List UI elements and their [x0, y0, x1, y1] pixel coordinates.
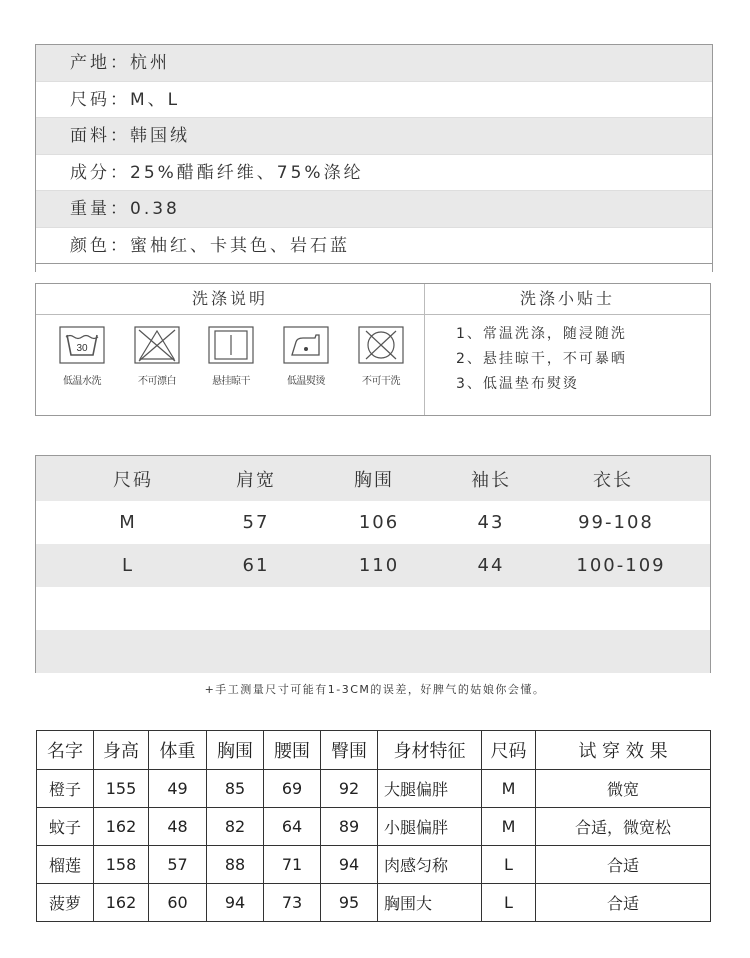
fit-cell: 合适	[536, 846, 711, 884]
size-row-empty	[36, 587, 710, 630]
fit-table-row	[37, 808, 711, 846]
fit-cell: M	[482, 808, 536, 846]
size-header-cell: 衣长	[593, 469, 633, 491]
fit-cell: 橙子	[37, 770, 94, 808]
size-header-cell: 袖长	[471, 469, 511, 491]
care-label-iron: 低温熨烫	[287, 376, 325, 387]
product-info-panel	[35, 44, 713, 272]
care-label-dryclean: 不可干洗	[362, 376, 400, 387]
fit-cell: 85	[207, 770, 264, 808]
size-header-cell: 肩宽	[236, 469, 276, 491]
fit-cell: L	[482, 884, 536, 922]
washing-panel	[35, 283, 711, 416]
care-label-hang: 悬挂晾干	[212, 376, 250, 387]
info-row-fabric: 面料：韩国绒	[36, 118, 712, 155]
tip-item: 3、低温垫布熨烫	[456, 376, 579, 392]
size-cell: M	[119, 512, 137, 533]
hang-dry-icon	[208, 326, 254, 364]
washing-title: 洗涤说明	[191, 289, 268, 308]
care-item-dryclean	[343, 326, 419, 387]
info-row-size: 尺码：M、L	[36, 82, 712, 119]
care-item-bleach	[119, 326, 195, 387]
fit-cell: 57	[149, 846, 207, 884]
fit-table	[36, 730, 711, 922]
fit-cell: 73	[264, 884, 321, 922]
info-row-origin: 产地：杭州	[36, 45, 712, 82]
size-cell: 43	[477, 512, 505, 533]
fit-cell: 89	[321, 808, 378, 846]
fit-header-cell: 身材特征	[378, 731, 482, 770]
info-row-composition: 成分：25%醋酯纤维、75%涤纶	[36, 155, 712, 192]
washing-tips-title: 洗涤小贴士	[519, 289, 615, 308]
fit-cell: 微宽	[536, 770, 711, 808]
fit-cell: 94	[207, 884, 264, 922]
fit-table-row	[37, 884, 711, 922]
size-cell: 100-109	[576, 555, 666, 576]
size-row-m	[36, 501, 710, 544]
iron-low-icon	[283, 326, 329, 364]
care-label-bleach: 不可漂白	[138, 376, 176, 387]
info-row-weight: 重量：0.38	[36, 191, 712, 228]
care-item-iron	[268, 326, 344, 387]
tip-item: 1、常温洗涤，随浸随洗	[456, 326, 627, 342]
fit-cell: 蚊子	[37, 808, 94, 846]
tip-item: 2、悬挂晾干，不可暴晒	[456, 351, 627, 367]
fit-cell: 菠萝	[37, 884, 94, 922]
fit-cell: 88	[207, 846, 264, 884]
fit-cell: 小腿偏胖	[378, 808, 482, 846]
fit-cell: 94	[321, 846, 378, 884]
fit-header-cell: 腰围	[264, 731, 321, 770]
no-bleach-icon	[134, 326, 180, 364]
fit-header-cell: 胸围	[207, 731, 264, 770]
fit-cell: 162	[94, 808, 149, 846]
size-table-header	[36, 456, 710, 501]
size-cell: 57	[242, 512, 270, 533]
fit-cell: 69	[264, 770, 321, 808]
svg-text:30: 30	[76, 343, 88, 354]
fit-cell: 合适	[536, 884, 711, 922]
fit-cell: 48	[149, 808, 207, 846]
size-cell: L	[121, 555, 135, 576]
wash-30-icon	[59, 326, 105, 364]
fit-cell: 49	[149, 770, 207, 808]
info-row-color: 颜色：蜜柚红、卡其色、岩石蓝	[36, 228, 712, 265]
fit-table-row	[37, 770, 711, 808]
fit-cell: 60	[149, 884, 207, 922]
care-item-wash	[44, 326, 120, 387]
no-dry-clean-icon	[358, 326, 404, 364]
fit-header-cell: 尺码	[482, 731, 536, 770]
fit-cell: L	[482, 846, 536, 884]
size-cell: 61	[242, 555, 270, 576]
size-cell: 99-108	[578, 512, 654, 533]
fit-cell: 肉感匀称	[378, 846, 482, 884]
size-header-cell: 胸围	[354, 469, 394, 491]
size-header-cell: 尺码	[113, 469, 153, 491]
size-row-empty	[36, 630, 710, 673]
fit-cell: 榴莲	[37, 846, 94, 884]
washing-divider	[424, 284, 425, 415]
size-cell: 44	[477, 555, 505, 576]
size-row-l	[36, 544, 710, 587]
washing-tips	[456, 322, 706, 397]
fit-header-cell: 体重	[149, 731, 207, 770]
fit-cell: 95	[321, 884, 378, 922]
fit-header-cell: 臀围	[321, 731, 378, 770]
care-label-wash: 低温水洗	[63, 376, 101, 387]
measurement-note: +手工测量尺寸可能有1-3CM的误差，好脾气的姑娘你会懂。	[204, 683, 546, 696]
washing-header	[36, 284, 710, 315]
fit-cell: 合适，微宽松	[536, 808, 711, 846]
care-icons	[36, 316, 424, 414]
fit-cell: 大腿偏胖	[378, 770, 482, 808]
fit-header-cell: 名字	[37, 731, 94, 770]
fit-header-cell: 身高	[94, 731, 149, 770]
fit-cell: 82	[207, 808, 264, 846]
fit-cell: 155	[94, 770, 149, 808]
fit-cell: 162	[94, 884, 149, 922]
fit-cell: 158	[94, 846, 149, 884]
fit-table-row	[37, 846, 711, 884]
fit-cell: 71	[264, 846, 321, 884]
size-cell: 106	[358, 512, 400, 533]
fit-cell: 92	[321, 770, 378, 808]
fit-header-cell: 试 穿 效 果	[536, 731, 711, 770]
fit-cell: 胸围大	[378, 884, 482, 922]
fit-cell: M	[482, 770, 536, 808]
fit-table-header	[37, 731, 711, 770]
size-cell: 110	[358, 555, 400, 576]
care-item-hang	[193, 326, 269, 387]
fit-cell: 64	[264, 808, 321, 846]
size-table	[35, 455, 711, 673]
